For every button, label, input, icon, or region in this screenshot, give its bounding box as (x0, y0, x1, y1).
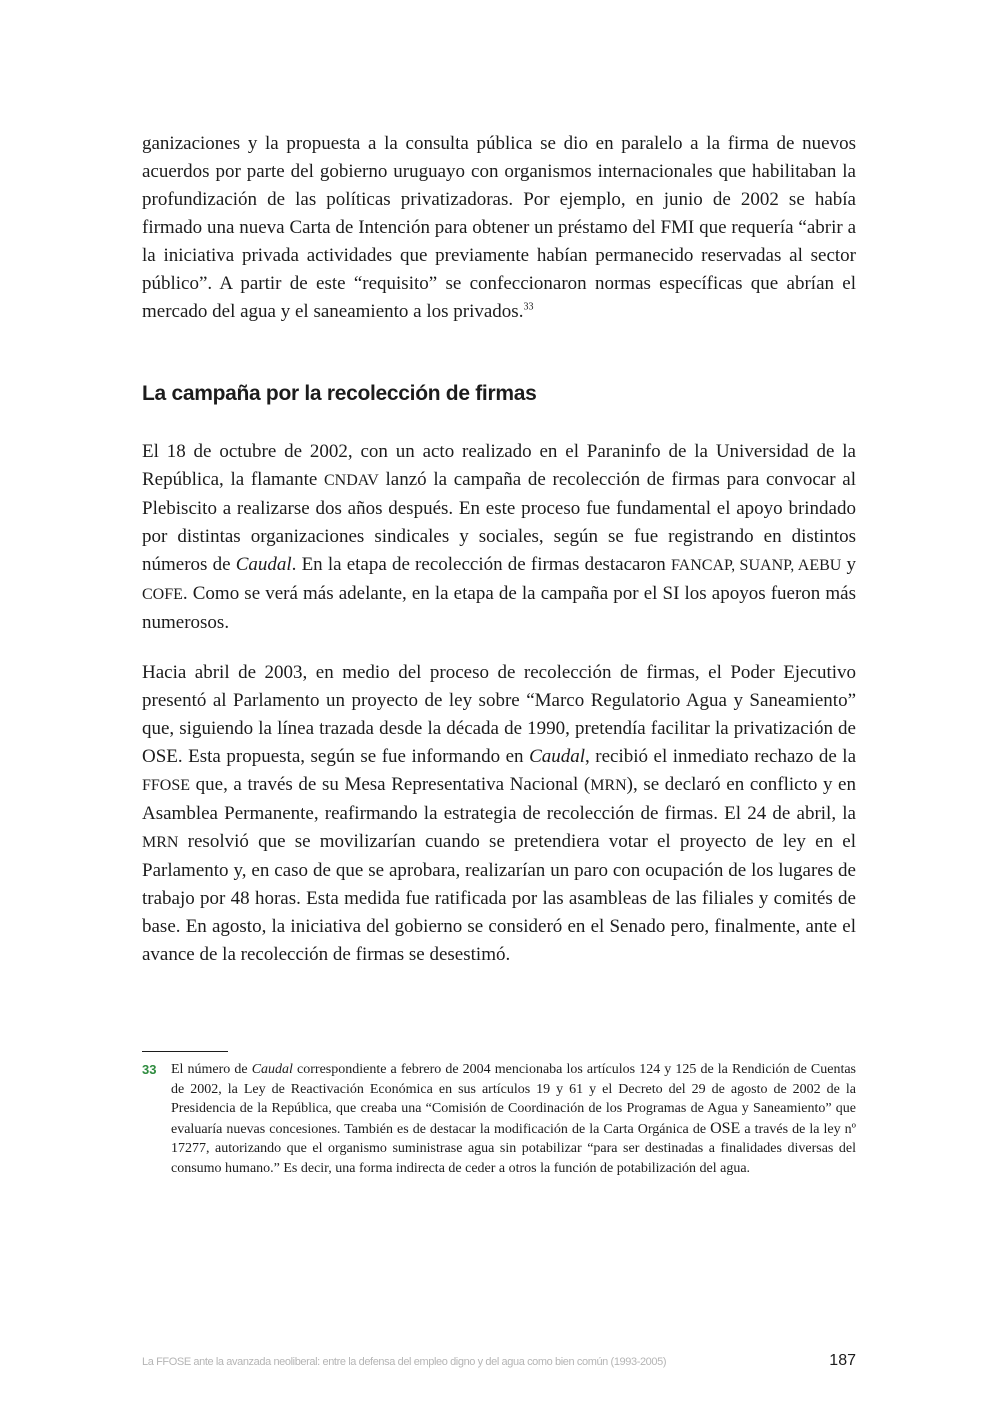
publication-title: Caudal (529, 746, 586, 767)
acronym: COFE (142, 586, 183, 603)
text-run: , recibió el inmediato rechazo de la (585, 746, 857, 767)
footnote-reference[interactable]: 33 (523, 301, 534, 313)
text-run: ), se declaró en conflicto y en Asamblea Permanente, reafirmando la estrategia de recolección de firmas. El 24 de abril, la (142, 774, 856, 824)
section-paragraph-1 (142, 438, 856, 637)
intro-block (142, 130, 856, 326)
running-title: La FFOSE ante la avanzada neoliberal: entre la defensa del empleo digno y del agua como bien común (1993-2005) (142, 1356, 667, 1368)
text-run: . Como se verá más adelante, en la etapa de la campaña por el SI los apoyos fueron más numerosos. (142, 583, 856, 633)
footnote-divider (142, 1051, 228, 1052)
page-footer (142, 1352, 856, 1370)
footnote-number: 33 (142, 1062, 157, 1077)
acronym: CNDAV (324, 472, 379, 489)
text-run: correspondiente a febrero de 2004 mencionaba los artículos 124 y 125 de la Rendición de Cuentas de 2002, la Ley de Reactivación Económica en sus artículos 19 y 61 y el Decreto del 29 de agosto de 2002 de la Presidencia de la República, que creaba una “Comisión de Coordinación de los Programas de Agua y Saneamiento” que evaluaría nuevas concesiones. También es de destacar la modificación de la Carta Orgánica de (171, 1062, 857, 1137)
text-run: a través de la ley nº 17277, autorizando que el organismo suministrase agua sin potabilizar “para ser destinadas a finalidades diversas del consumo humano.” Es decir, una forma indirecta de ceder a otros la función de potabilización del agua. (171, 1121, 856, 1176)
section-heading: La campaña por la recolección de firmas (142, 382, 537, 405)
acronym: FANCAP, SUANP, AEBU (670, 557, 842, 574)
publication-title: Caudal (251, 1062, 293, 1077)
acronym: FFOSE (142, 777, 191, 794)
section-body (142, 438, 856, 969)
text-run: lanzó la campaña de recolección de firmas para convocar al Plebiscito a realizarse dos años después. En este proceso fue fundamental el apoyo brindado por distintas organizaciones sindicales y sociales, según se fue registrando en distintos números de (142, 469, 856, 575)
text-run: y (841, 554, 856, 575)
text-run: El 18 de octubre de 2002, con un acto realizado en el Paraninfo de la Universidad de la República, la flamante (142, 441, 856, 490)
text-run: resolvió que se movilizarían cuando se pretendiera votar el proyecto de ley en el Parlamento y, en caso de que se aprobara, realizarían un paro con ocupación de los lugares de trabajo por 48 horas. Esta medida fue ratificada por las asambleas de las filiales y comités de base. En agosto, la iniciativa del gobierno se consideró en el Senado pero, finalmente, ante el avance de la recolección de firmas se desestimó. (142, 831, 856, 965)
footnote-text (171, 1060, 856, 1178)
text-run: que, a través de su Mesa Representativa Nacional ( (190, 774, 591, 795)
text-run: . En la etapa de recolección de firmas destacaron (291, 554, 671, 575)
acronym: OSE (710, 1119, 741, 1137)
footnote (142, 1060, 856, 1178)
acronym: MRN (590, 777, 627, 794)
section-paragraph-2 (142, 659, 856, 969)
text-run: El número de (171, 1062, 252, 1077)
intro-paragraph (142, 130, 856, 326)
text-run: Hacia abril de 2003, en medio del proceso de recolección de firmas, el Poder Ejecutivo presentó al Parlamento un proyecto de ley sobre “Marco Regulatorio Agua y Saneamiento” que, siguiendo la línea trazada desde la década de 1990, pretendía facilitar la privatización de OSE. Esta propuesta, según se fue informando en (142, 662, 856, 767)
acronym: MRN (142, 834, 179, 851)
publication-title: Caudal (235, 554, 292, 575)
page-number: 187 (829, 1352, 856, 1369)
intro-paragraph-text: ganizaciones y la propuesta a la consulta pública se dio en paralelo a la firma de nuevos acuerdos por parte del gobierno uruguayo con organismos internacionales que habilitaban la profundización de las políticas privatizadoras. Por ejemplo, en junio de 2002 se había firmado una nueva Carta de Intención para obtener un préstamo del FMI que requería “abrir a la iniciativa privada actividades que previamente habían permanecido reservadas al sector público”. A partir de este “requisito” se confeccionaron normas específicas que abrían el mercado del agua y el saneamiento a los privados. (142, 133, 856, 322)
